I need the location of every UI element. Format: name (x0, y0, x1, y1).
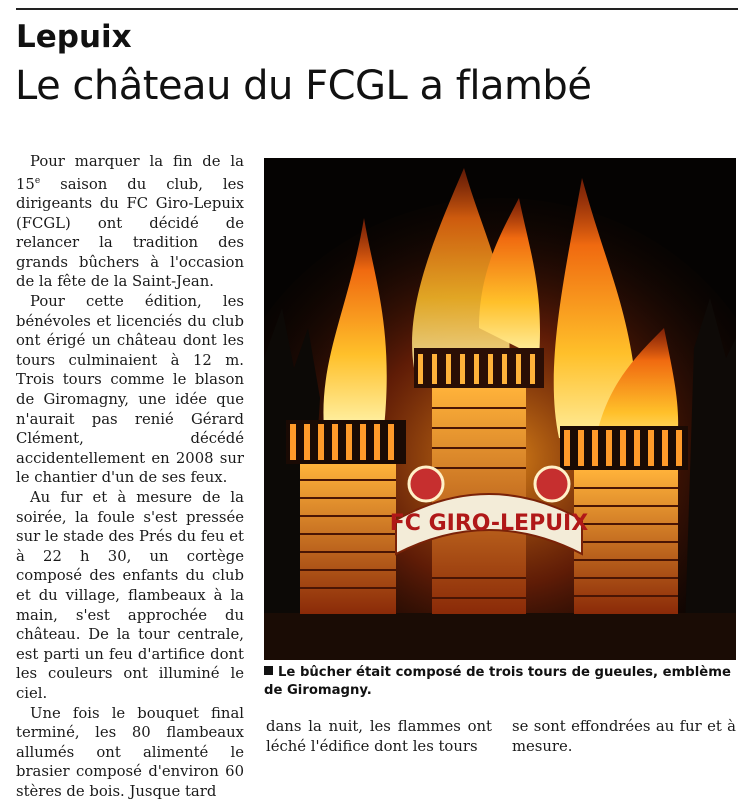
paragraph-4-continued: dans la nuit, les flammes ont léché l'édifice dont les tours (266, 718, 492, 755)
paragraph-4-end: se sont effondrées au fur et à mesure. (512, 718, 736, 755)
photo-caption: Le bûcher était composé de trois tours de gueules, emblème de Giromagny. (264, 665, 731, 698)
banner-text: FC GIRO-LEPUIX (389, 511, 589, 536)
paragraph-1: Pour marquer la fin de la 15e saison du club, les dirigeants du FC Giro-Lepuix (FCGL) ont décidé de relancer la tradition des grands bûchers à l'occasion de la fête de la Saint-Jean. (16, 153, 244, 291)
paragraph-4: Une fois le bouquet final terminé, les 80 flambeaux allumés ont alimenté le brasier composé d'environ 60 stères de bois. Jusque tard (16, 704, 244, 800)
paragraph-2: Pour cette édition, les bénévoles et licenciés du club ont érigé un château dont les tours culminaient à 12 m. Trois tours comme le blason de Giromagny, une idée que n'aurait pas renié Gérard Clément, décédé accidentellement en 2008 sur le chantier d'un de ses feux. (16, 293, 244, 487)
article-column-1 (16, 152, 244, 802)
article-column-2 (266, 717, 492, 756)
caption-square-icon (264, 666, 273, 675)
article-headline: Le château du FCGL a flambé (15, 63, 592, 109)
top-rule (16, 8, 738, 10)
article-column-3 (512, 717, 736, 756)
paragraph-3: Au fur et à mesure de la soirée, la foule s'est pressée sur le stade des Prés du feu et à 22 h 30, un cortège composé des enfants du club et du village, flambeaux à la main, s'est approchée du château. De la tour centrale, est parti un feu d'artifice dont les couleurs ont illuminé le ciel. (16, 489, 244, 702)
section-kicker: Lepuix (16, 19, 132, 55)
bonfire-photo (264, 158, 736, 660)
